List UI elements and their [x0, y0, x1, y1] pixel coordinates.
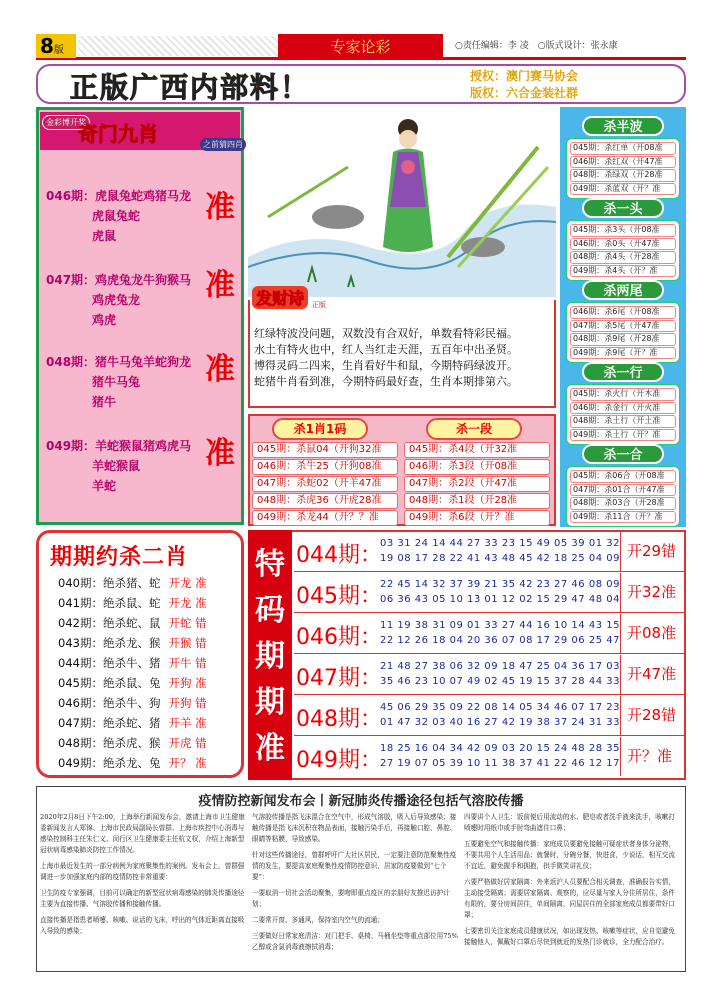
news-paragraph: 二要常开窗，多通风，保持室内空气的流通；: [252, 916, 384, 924]
table-row: [294, 696, 684, 736]
poem-badge-tag: 正版: [312, 301, 326, 309]
list-item: 047期：杀5尾（开47准: [570, 320, 676, 333]
list-item: 042期：绝杀蛇、鼠 开蛇 错: [58, 616, 207, 630]
news-paragraph: 四要讲个人卫生：饭前便后用流动的水、肥皂或者洗手液来洗手，咳嗽打喷嚏时用纸巾或手肘弯曲遮住口鼻；: [464, 813, 675, 832]
poem-box: [248, 300, 556, 408]
kill-one-element-title: 杀一行: [582, 362, 664, 382]
list-item: 048期：杀1段（开28准: [404, 493, 550, 509]
list-item: 048期：杀4头（开28准: [570, 251, 676, 264]
page-number: 8版: [36, 34, 76, 58]
kill-one-segment-title: 杀一段: [426, 418, 522, 440]
poem-line: 水土有特火也中，红人当红走天涯，五百年中出圣贤。: [254, 343, 518, 356]
kill-half-wave-title: 杀半波: [582, 116, 664, 136]
list-item: 047期：杀2段（开47准: [404, 476, 550, 492]
poem-line: 博得灵码二四来，生肖看好牛和鼠，今期特码绿波开。: [254, 359, 518, 372]
list-item: 048期：杀03合（开28准: [570, 497, 676, 510]
result-cell: 开29错: [620, 532, 684, 571]
list-item: 046期：绝杀牛、狗 开狗 错: [58, 696, 207, 710]
list-item: 046期：杀6尾（开08准: [570, 306, 676, 319]
list-item: 049期：杀蓝双（开？准: [570, 183, 676, 196]
accurate-mark: 准: [205, 268, 235, 303]
list-item: 047期：杀01合（开47准: [570, 484, 676, 497]
qimen-title: 奇门九肖: [78, 122, 158, 146]
kill-two-tail-title: 杀两尾: [582, 280, 664, 300]
kill-two-title: 期期约杀二肖: [50, 545, 189, 570]
qimen-group: 048期：猪牛马兔羊蛇狗龙 猪牛马兔 猪牛: [46, 355, 192, 409]
issue-number: 048期：: [296, 707, 382, 732]
result-cell: 开08准: [620, 614, 684, 653]
news-column-2: [252, 812, 458, 958]
number-set: 03 31 24 14 44 27 33 23 15 49 05 39 01 32 19 08 17 28 22 41 43 48 45 42 18 25 04 09: [380, 538, 620, 564]
news-paragraph: 六要严格做好居家隔离：外来返沪人员要配合相关调查，准确报告实情，主动接受隔离；需要居家隔离、观察的，应尽量与家人分住所居住，条件有限的，要分房间居住，单间隔离，同屋居住的全部家庭成员都要带好口罩；: [464, 878, 675, 919]
qimen-group: 049期：羊蛇猴鼠猪鸡虎马 羊蛇猴鼠 羊蛇: [46, 439, 192, 493]
number-set: 11 19 38 31 09 01 33 27 44 16 10 14 43 15 22 12 26 18 04 20 36 07 08 17 29 06 25 47: [380, 620, 620, 646]
list-item: 049期：杀6段（开？准: [404, 510, 550, 526]
list-item: 046期：杀红双（开47准: [570, 156, 676, 169]
news-column-1: [40, 812, 246, 942]
list-item: 046期：杀0头（开47准: [570, 238, 676, 251]
table-row: [294, 614, 684, 654]
list-item: 048期：杀虎36（开虎28准: [252, 493, 398, 509]
list-item: 049期：杀土行（开？准: [570, 429, 676, 442]
kill-one-head-list: [566, 220, 680, 281]
news-paragraph: 气溶胶传播是指飞沫混合在空气中，形成气溶胶，吸入后导致感染；接触传播是指飞沫沉积在物品表面，接触污染手后，再接触口腔、鼻腔、眼睛等粘膜，导致感染。: [252, 813, 457, 843]
result-cell: 开47准: [620, 655, 684, 694]
kill-one-sum-title: 杀一合: [582, 444, 664, 464]
accurate-mark: 准: [205, 436, 235, 471]
news-paragraph: 卫生防疫专家强调，目前可以确定的新型冠状病毒感染的肺炎传播途径主要为直接传播、气溶胶传播和接触传播。: [40, 889, 245, 908]
accurate-mark: 准: [205, 190, 235, 225]
news-paragraph: 七要密切关注家庭成员健康状况，如出现发热、咳嗽等症状，应自觉避免接触他人，佩戴好口罩后尽快到就近的发热门诊就诊，全力配合治疗。: [464, 927, 675, 946]
list-item: 040期：绝杀猪、蛇 开龙 准: [58, 576, 207, 590]
kill-one-element-list: [566, 384, 680, 445]
list-item: 048期：杀绿双（开28准: [570, 169, 676, 182]
issue-number: 046期：: [296, 625, 382, 650]
qimen-group: 046期：虎鼠兔蛇鸡猪马龙 虎鼠兔蛇 虎鼠: [46, 189, 192, 243]
qimen-group: 047期：鸡虎兔龙牛狗猴马 鸡虎兔龙 鸡虎: [46, 273, 192, 327]
banner-title: 正版广西内部料！: [70, 71, 311, 104]
table-row: [294, 532, 684, 572]
number-set: 45 06 29 35 09 22 08 14 05 34 46 07 17 23 01 47 32 03 40 16 27 42 19 38 37 24 31 33: [380, 702, 620, 728]
list-item: 049期：杀龙44（开？？准: [252, 510, 398, 526]
number-set: 21 48 27 38 06 32 09 18 47 25 04 36 17 03 35 46 23 10 07 49 02 45 19 15 37 28 44 33: [380, 661, 620, 687]
result-cell: 开28错: [620, 696, 684, 735]
license-line-1: 授权：澳门赛马协会: [470, 69, 579, 83]
issue-number: 045期：: [296, 584, 382, 609]
issue-number: 047期：: [296, 666, 382, 691]
list-item: 047期：绝杀蛇、猪 开羊 准: [58, 716, 207, 730]
list-item: 049期：绝杀龙、兔 开？ 准: [58, 756, 207, 770]
poem-line: 蛇猪牛肖看到准，今期特码最好查，生肖本期排第六。: [254, 375, 518, 388]
kill-one-code-title: 杀1肖1码: [272, 418, 368, 440]
table-row: [294, 573, 684, 613]
list-item: 046期：杀3段（开08准: [404, 459, 550, 475]
kill-one-sum-list: [566, 466, 680, 527]
news-paragraph: 三要做好日常家庭清洁：对门把手、桌椅、马桶坐垫等重点部位用75%乙醇或含氯消毒液擦拭消毒；: [252, 932, 458, 951]
list-item: 048期：杀土行（开土准: [570, 415, 676, 428]
news-paragraph: 一要取消一切社会活动聚集，要吻即重点疫区的亲朋好友推迟访护计划；: [252, 889, 450, 908]
list-item: 045期：杀火行（开木准: [570, 388, 676, 401]
news-paragraph: 直接传播是指患者喷嚏、咳嗽、说话的飞沫，呼出的气体近距离直接吸入导致的感染；: [40, 916, 245, 935]
news-column-3: [464, 812, 680, 953]
list-item: 045期：绝杀鼠、兔 开狗 准: [58, 676, 207, 690]
kill-half-wave-list: [566, 138, 680, 199]
editor-credit: ○责任编辑：李 凌 ○版式设计：张永康: [455, 41, 618, 51]
result-cell: 开？准: [620, 737, 684, 776]
news-paragraph: 2020年2月8日下午2:00，上海举行新闻发布会，邀请上海市卫生健康委新闻发言人郑锦、上海市民政局副局长曾群、上海市疾控中心消毒与感染控制科主任朱仁义、闵行区卫生健康委主任杭文权，介绍上海新型冠状病毒感染肺炎防控工作情况。: [40, 813, 245, 854]
special-code-label: 特码期期准: [248, 530, 292, 780]
list-item: 046期：杀牛25（开狗08准: [252, 459, 398, 475]
list-item: 045期：杀红单（开08准: [570, 142, 676, 155]
list-item: 045期：杀4段（开32准: [404, 442, 550, 458]
license-line-2: 版权：六合金装社群: [470, 86, 579, 100]
news-headline: 疫情防控新闻发布会丨新冠肺炎传播途径包括气溶胶传播: [198, 794, 524, 809]
kill-one-code-list: [252, 442, 398, 527]
issue-number: 049期：: [296, 748, 382, 773]
list-item: 047期：杀蛇02（开羊47准: [252, 476, 398, 492]
number-set: 22 45 14 32 37 39 21 35 42 23 27 46 08 09 06 36 43 05 10 13 01 12 02 15 29 47 48 04: [380, 579, 620, 605]
news-paragraph: 上海市最近发生的一部分病例为家庭聚集性的案例。发布会上，曾群强调进一步加强家庭内部的疫情防控非常重要：: [40, 862, 245, 881]
table-row: [294, 737, 684, 777]
poem-line: 红绿特波没问题，双数没有合双好，单数看特彩民福。: [254, 327, 518, 340]
list-item: 049期：杀11合（开？准: [570, 511, 676, 524]
list-item: 045期：杀06合（开08准: [570, 470, 676, 483]
list-item: 043期：绝杀龙、猴 开猴 错: [58, 636, 207, 650]
list-item: 041期：绝杀鼠、蛇 开龙 准: [58, 596, 207, 610]
list-item: 048期：杀9尾（开28准: [570, 333, 676, 346]
list-item: 046期：杀金行（开火准: [570, 402, 676, 415]
qimen-tag-left: 金彩博开奖: [42, 115, 90, 130]
accurate-mark: 准: [205, 352, 235, 387]
result-cell: 开32准: [620, 573, 684, 612]
list-item: 049期：杀9尾（开？准: [570, 347, 676, 360]
header-pattern: [78, 36, 278, 56]
list-item: 045期：杀3头（开08准: [570, 224, 676, 237]
list-item: 045期：杀鼠04（开狗32准: [252, 442, 398, 458]
qimen-tag-right: 之前猜四肖: [200, 138, 246, 151]
kill-two-tail-list: [566, 302, 680, 363]
poem-badge-title: 发财诗: [252, 286, 308, 309]
section-title: 专家论彩: [278, 34, 443, 60]
news-paragraph: 五要避免空气和接触传播：家庭成员要避免接触可疑症状者身体分泌物，不要共用个人生活用品；就餐时，分碗分餐，快进食，少说话，相互交流不宜近，避免握手和拥抱，拱手微笑讲礼仪；: [464, 840, 675, 870]
list-item: 044期：绝杀牛、猪 开牛 错: [58, 656, 207, 670]
list-item: 048期：绝杀虎、猴 开虎 错: [58, 736, 207, 750]
number-set: 18 25 16 04 34 42 09 03 20 15 24 48 28 35 27 19 07 05 39 10 11 38 37 41 22 46 12 17: [380, 743, 620, 769]
news-paragraph: 针对这些传播途径，曾群呼吁广大社区居民，一定要注意防范聚集性疫情的发生，要提高家庭聚集性疫情防控意识，居家防疫要做到“七个要”：: [252, 851, 457, 881]
kill-one-head-title: 杀一头: [582, 198, 664, 218]
list-item: 049期：杀4头（开？准: [570, 265, 676, 278]
table-row: [294, 655, 684, 695]
illustration-woman-by-river: [248, 107, 556, 297]
kill-one-segment-list: [404, 442, 550, 527]
issue-number: 044期：: [296, 543, 382, 568]
